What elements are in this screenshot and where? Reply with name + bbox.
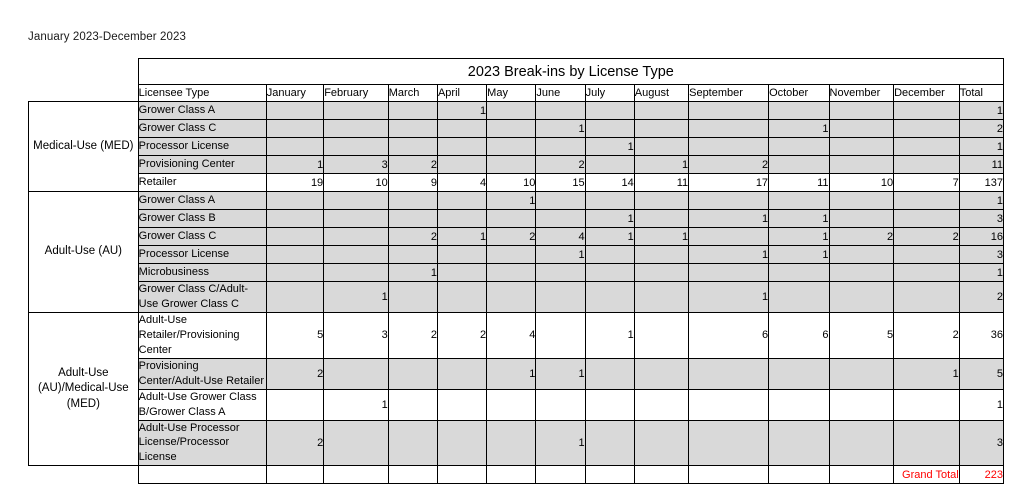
cell-value: 2 [536,156,585,174]
cell-value: 2 [829,228,894,246]
table-row [29,138,1004,156]
cell-value [689,102,769,120]
cell-value [536,192,585,210]
cell-value [829,102,894,120]
row-label: Grower Class C [138,120,266,138]
cell-value [536,264,585,282]
cell-value [585,358,634,389]
row-label: Retailer [138,174,266,192]
cell-value [487,264,536,282]
grand-total-blank-11 [769,466,829,484]
row-total: 11 [959,156,1003,174]
cell-value [585,246,634,264]
cell-value [769,102,829,120]
cell-value [689,389,769,420]
row-label: Provisioning Center/Adult-Use Retailer [138,358,266,389]
cell-value: 3 [324,313,389,359]
cell-value [829,120,894,138]
row-label: Processor License [138,246,266,264]
cell-value [536,138,585,156]
cell-value [536,102,585,120]
cell-value: 2 [266,358,323,389]
cell-value: 1 [487,192,536,210]
grand-total-blank-10 [689,466,769,484]
group-label-au-med: Adult-Use (AU)/Medical-Use (MED) [29,313,139,466]
cell-value [388,192,437,210]
breakins-table-container [28,58,1004,484]
cell-value: 1 [585,138,634,156]
cell-value: 15 [536,174,585,192]
row-total: 3 [959,210,1003,228]
cell-value [894,210,960,228]
grand-total-blank-12 [829,466,894,484]
table-corner-2 [29,85,139,102]
cell-value [487,210,536,228]
table-row [29,156,1004,174]
grand-total-blank-9 [634,466,688,484]
cell-value [266,210,323,228]
column-header-may: May [487,85,536,102]
cell-value [634,389,688,420]
cell-value [266,228,323,246]
cell-value [388,138,437,156]
cell-value [487,246,536,264]
column-header-august: August [634,85,688,102]
cell-value [437,264,486,282]
table-row [29,246,1004,264]
column-header-january: January [266,85,323,102]
cell-value: 10 [487,174,536,192]
grand-total-blank-6 [487,466,536,484]
row-label: Processor License [138,138,266,156]
cell-value [324,138,389,156]
table-row [29,313,1004,359]
cell-value: 14 [585,174,634,192]
cell-value [388,282,437,313]
cell-value [829,192,894,210]
cell-value [437,282,486,313]
cell-value: 10 [324,174,389,192]
cell-value [437,246,486,264]
row-total: 3 [959,420,1003,466]
row-label: Adult-Use Retailer/Provisioning Center [138,313,266,359]
cell-value [689,228,769,246]
cell-value [487,389,536,420]
cell-value [324,210,389,228]
cell-value [769,389,829,420]
row-total: 1 [959,102,1003,120]
cell-value [829,156,894,174]
table-row [29,192,1004,210]
cell-value: 17 [689,174,769,192]
cell-value: 2 [689,156,769,174]
column-header-june: June [536,85,585,102]
cell-value [388,358,437,389]
column-header-licensee-type: Licensee Type [138,85,266,102]
row-total: 1 [959,389,1003,420]
grand-total-label: Grand Total [894,466,960,484]
row-total: 1 [959,138,1003,156]
cell-value [689,264,769,282]
cell-value: 2 [487,228,536,246]
row-label: Grower Class C/Adult-Use Grower Class C [138,282,266,313]
row-total: 1 [959,192,1003,210]
cell-value: 3 [324,156,389,174]
row-label: Adult-Use Processor License/Processor License [138,420,266,466]
cell-value [894,282,960,313]
column-header-july: July [585,85,634,102]
row-total: 16 [959,228,1003,246]
column-header-november: November [829,85,894,102]
cell-value: 1 [634,156,688,174]
cell-value [585,102,634,120]
cell-value [634,138,688,156]
row-total: 137 [959,174,1003,192]
cell-value [266,264,323,282]
cell-value: 2 [894,313,960,359]
cell-value: 1 [266,156,323,174]
cell-value [829,282,894,313]
cell-value [585,192,634,210]
cell-value [634,210,688,228]
cell-value [536,313,585,359]
cell-value [487,156,536,174]
column-header-october: October [769,85,829,102]
grand-total-value: 223 [959,466,1003,484]
cell-value [487,102,536,120]
table-row [29,358,1004,389]
cell-value: 1 [585,228,634,246]
row-total: 2 [959,120,1003,138]
cell-value [769,264,829,282]
cell-value [487,120,536,138]
row-label: Provisioning Center [138,156,266,174]
cell-value [894,120,960,138]
cell-value [894,138,960,156]
cell-value [437,156,486,174]
grand-total-blank-2 [266,466,323,484]
cell-value [634,246,688,264]
cell-value [585,156,634,174]
cell-value [634,102,688,120]
cell-value [634,358,688,389]
cell-value [829,246,894,264]
cell-value [769,282,829,313]
table-row [29,210,1004,228]
cell-value: 1 [536,120,585,138]
table-row [29,264,1004,282]
cell-value: 1 [769,120,829,138]
cell-value [769,192,829,210]
cell-value [536,282,585,313]
cell-value [829,210,894,228]
grand-total-blank-7 [536,466,585,484]
cell-value [689,138,769,156]
cell-value [634,192,688,210]
breakins-table [28,58,1004,484]
group-label-au: Adult-Use (AU) [29,192,139,313]
cell-value [634,264,688,282]
cell-value [388,102,437,120]
cell-value [689,120,769,138]
grand-total-blank-3 [324,466,389,484]
cell-value [266,120,323,138]
cell-value: 11 [634,174,688,192]
cell-value: 10 [829,174,894,192]
cell-value [437,358,486,389]
grand-total-row [29,466,1004,484]
cell-value: 6 [769,313,829,359]
cell-value: 19 [266,174,323,192]
cell-value: 5 [829,313,894,359]
cell-value [266,192,323,210]
group-label-med: Medical-Use (MED) [29,102,139,192]
grand-total-blank-4 [388,466,437,484]
cell-value [437,210,486,228]
cell-value [894,264,960,282]
grand-total-blank-5 [437,466,486,484]
column-header-december: December [894,85,960,102]
cell-value [689,192,769,210]
cell-value: 1 [536,420,585,466]
cell-value [324,246,389,264]
grand-total-blank-1 [138,466,266,484]
cell-value [894,192,960,210]
cell-value [266,282,323,313]
cell-value: 1 [634,228,688,246]
row-total: 1 [959,264,1003,282]
cell-value: 2 [388,228,437,246]
table-corner [29,59,139,85]
table-row [29,282,1004,313]
cell-value: 2 [894,228,960,246]
cell-value [769,156,829,174]
cell-value [388,246,437,264]
row-label: Adult-Use Grower Class B/Grower Class A [138,389,266,420]
cell-value [388,210,437,228]
row-total: 3 [959,246,1003,264]
cell-value: 1 [769,246,829,264]
cell-value: 1 [689,246,769,264]
cell-value: 5 [266,313,323,359]
row-total: 5 [959,358,1003,389]
cell-value: 1 [894,358,960,389]
cell-value: 1 [437,228,486,246]
cell-value [324,102,389,120]
cell-value [536,210,585,228]
cell-value [487,282,536,313]
row-label: Microbusiness [138,264,266,282]
table-row [29,102,1004,120]
table-row [29,120,1004,138]
row-total: 36 [959,313,1003,359]
cell-value [324,120,389,138]
cell-value [894,389,960,420]
cell-value [437,120,486,138]
cell-value: 1 [585,210,634,228]
cell-value [894,102,960,120]
row-label: Grower Class B [138,210,266,228]
cell-value [829,264,894,282]
cell-value: 4 [487,313,536,359]
cell-value [894,246,960,264]
cell-value [388,120,437,138]
cell-value [437,192,486,210]
cell-value: 1 [585,313,634,359]
cell-value: 1 [536,246,585,264]
cell-value: 1 [487,358,536,389]
row-label: Grower Class C [138,228,266,246]
cell-value [536,389,585,420]
cell-value [769,358,829,389]
cell-value: 1 [536,358,585,389]
table-row [29,389,1004,420]
column-header-september: September [689,85,769,102]
cell-value: 9 [388,174,437,192]
column-header-february: February [324,85,389,102]
cell-value [585,282,634,313]
cell-value: 1 [437,102,486,120]
cell-value: 1 [769,228,829,246]
row-label: Grower Class A [138,192,266,210]
cell-value [585,120,634,138]
row-total: 2 [959,282,1003,313]
cell-value [324,264,389,282]
cell-value [266,246,323,264]
cell-value [324,358,389,389]
cell-value [324,192,389,210]
cell-value [437,138,486,156]
table-row [29,228,1004,246]
cell-value [388,389,437,420]
cell-value: 7 [894,174,960,192]
table-title: 2023 Break-ins by License Type [138,59,1003,85]
cell-value: 2 [266,420,323,466]
table-header-row [29,85,1004,102]
cell-value [437,389,486,420]
column-header-total: Total [959,85,1003,102]
cell-value: 1 [769,210,829,228]
cell-value [689,358,769,389]
cell-value [266,102,323,120]
grand-total-blank-8 [585,466,634,484]
cell-value [487,138,536,156]
cell-value [769,138,829,156]
cell-value: 1 [324,282,389,313]
column-header-march: March [388,85,437,102]
cell-value [634,313,688,359]
cell-value [324,228,389,246]
cell-value: 11 [769,174,829,192]
cell-value: 1 [689,282,769,313]
cell-value [829,358,894,389]
row-label: Grower Class A [138,102,266,120]
cell-value: 1 [388,264,437,282]
cell-value [266,389,323,420]
cell-value: 1 [689,210,769,228]
column-header-april: April [437,85,486,102]
table-title-row [29,59,1004,85]
report-period-label: January 2023-December 2023 [28,31,186,43]
cell-value [585,264,634,282]
cell-value [266,138,323,156]
cell-value [829,138,894,156]
cell-value [585,389,634,420]
cell-value: 4 [437,174,486,192]
cell-value: 1 [324,389,389,420]
cell-value [894,156,960,174]
table-row [29,174,1004,192]
cell-value: 2 [388,156,437,174]
cell-value: 2 [388,313,437,359]
cell-value: 2 [437,313,486,359]
cell-value [829,389,894,420]
cell-value: 6 [689,313,769,359]
cell-value: 4 [536,228,585,246]
cell-value [634,282,688,313]
grand-total-spacer-left [29,466,139,484]
cell-value [634,120,688,138]
